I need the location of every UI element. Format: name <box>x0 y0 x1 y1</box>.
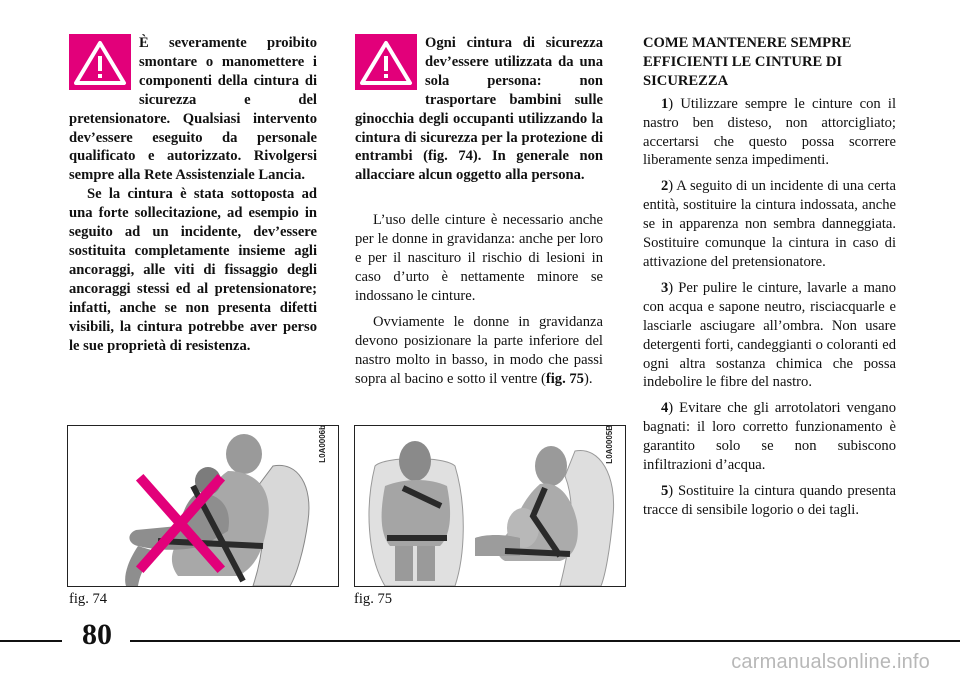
warning-triangle-icon <box>355 34 417 90</box>
middle-warning-block <box>355 34 603 185</box>
maintenance-item <box>643 95 896 171</box>
seatbelt-child-on-lap-illustration <box>68 426 338 586</box>
figure-74-label: fig. 74 <box>69 591 108 607</box>
item-number: 3 <box>661 279 669 296</box>
right-column <box>643 34 896 527</box>
figure-75 <box>354 425 626 587</box>
middle-column <box>355 34 603 395</box>
warning-triangle-icon <box>69 34 131 90</box>
item-number: 2 <box>661 178 669 195</box>
footer-rule-left <box>0 640 62 642</box>
left-column <box>69 34 317 355</box>
pregnancy-paragraph-2: Ovviamente le donne in gravidanza devono posizionare la parte inferiore del nastro molto in basso, in modo che passi sopra al bacino e sotto il ventre (fig. 75). <box>355 313 603 387</box>
item-number: 4 <box>661 400 669 417</box>
pregnancy-paragraph-1: L’uso delle cinture è necessario anche per le donne in gravidanza: anche per loro e per il nascituro il rischio di lesioni in caso d’urto è nettamente minore se indossano le cinture. <box>355 212 603 304</box>
item-text: ) Evitare che gli arrotolatori vengano bagnati: il loro corretto funzionamento è garantito solo se non subiscono infiltrazioni d’acqua. <box>643 400 896 474</box>
left-warning-block <box>69 34 317 185</box>
maintenance-list <box>643 95 896 520</box>
page-number: 80 <box>82 618 112 651</box>
maintenance-item <box>643 482 896 520</box>
maintenance-item <box>643 399 896 475</box>
item-number: 5 <box>661 482 669 499</box>
figure-74-code: L0A0006b <box>318 425 327 463</box>
maintenance-item <box>643 177 896 272</box>
item-text: ) Per pulire le cinture, lavarle a mano con acqua e sapone neutro, risciacquarle e lasciarle asciugare all’ombra. Non usare detergenti forti, candeggianti o coloranti ed ogni altra sostanza chimica che possa indebolire le fibre del nastro. <box>643 279 896 391</box>
maintenance-item <box>643 279 896 392</box>
figure-75-code: L0A0005B <box>605 425 614 464</box>
item-text: ) A seguito di un incidente di una certa entità, sostituire la cintura indossata, anche se in apparenza non sembra danneggiata. Sostituire comunque la cintura in caso di attivazione del pretensionatore. <box>643 178 896 270</box>
item-text: ) Sostituire la cintura quando presenta tracce di sensibile logorio o dei tagli. <box>643 482 896 518</box>
left-warning-text-2: Se la cintura è stata sottoposta ad una forte sollecitazione, ad esempio in seguito ad un incidente, dev’essere sostituita completamente insieme agli ancoraggi, alle viti di fissaggio degli ancoraggi stessi ed al pretensionatore; infatti, anche se non presenta difetti visibili, la cintura potrebbe aver perso le sue proprietà di resistenza. <box>69 186 317 354</box>
figure-75-label: fig. 75 <box>354 591 393 607</box>
pregnant-seatbelt-illustration <box>355 426 625 586</box>
footer-rule-right <box>130 640 960 642</box>
section-heading: COME MANTENERE SEMPRE EFFICIENTI LE CINTURE DI SICUREZZA <box>643 35 852 89</box>
left-warning-text: È severamente proibito smontare o manomettere i componenti della cintura di sicurezza e del pretensionatore. Qualsiasi intervento dev’essere eseguito da personale qualificato e autorizzato. Rivolgersi sempre alla Rete Assistenziale Lancia. <box>69 35 317 184</box>
item-number: 1 <box>661 95 669 112</box>
item-text: ) Utilizzare sempre le cinture con il nastro ben disteso, non attorcigliato; accertarsi che questo possa scorrere liberamente senza impedimenti. <box>643 95 896 169</box>
figure-74 <box>67 425 339 587</box>
fig-75-reference: fig. 75 <box>545 370 584 387</box>
watermark: carmanualsonline.info <box>731 651 930 673</box>
middle-warning-text: Ogni cintura di sicurezza dev’essere utilizzata da una sola persona: non trasportare bambini sulle ginocchia degli occupanti utilizzando la cintura di sicurezza per la protezione di entrambi (fig. 74). In generale non allacciare alcun oggetto alla persona. <box>355 35 603 184</box>
